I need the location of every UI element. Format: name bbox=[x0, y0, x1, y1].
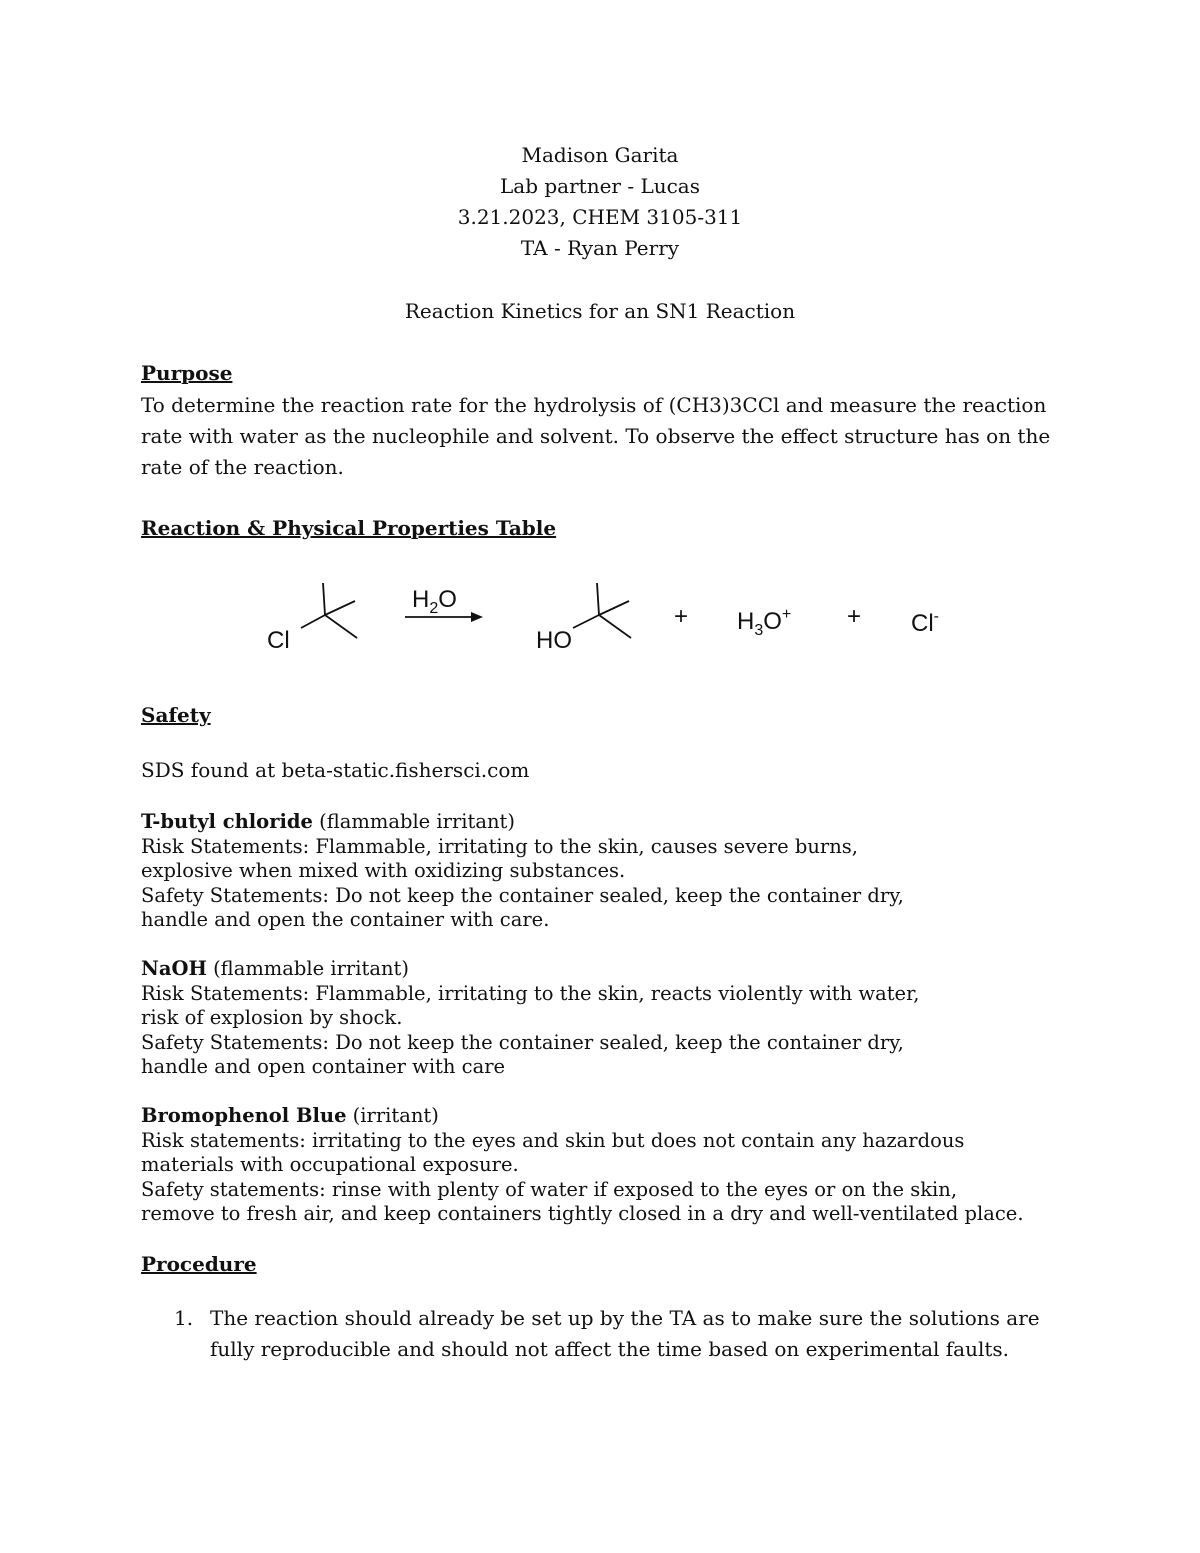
plus-sign-2: + bbox=[847, 603, 862, 630]
bromophenol-title: Bromophenol Blue (irritant) bbox=[141, 1104, 439, 1127]
reactant-cl-label: Cl bbox=[267, 627, 290, 654]
tbutyl-risk: Risk Statements: Flammable, irritating to the skin, causes severe burns, explosive when mixed with oxidizing substances. bbox=[141, 834, 858, 882]
naoh-safety: Safety Statements: Do not keep the container sealed, keep the container dry, handle and open container with care bbox=[141, 1030, 904, 1078]
reagent-water: $H_2O$ bbox=[412, 586, 457, 617]
bromophenol-entry bbox=[141, 1104, 1071, 1227]
reaction-scheme bbox=[255, 575, 975, 675]
date-course: 3.21.2023, CHEM 3105-311 bbox=[457, 205, 743, 229]
hydronium-ion: $H_3O^+$ bbox=[737, 606, 792, 639]
procedure-item-text: The reaction should already be set up by the TA as to make sure the solutions are fully reproducible and should not affect the time based on experimental faults. bbox=[210, 1306, 1040, 1361]
tbutyl-alcohol-structure bbox=[573, 583, 631, 638]
naoh-entry bbox=[141, 957, 1071, 1080]
reaction-heading: Reaction & Physical Properties Table bbox=[141, 516, 557, 540]
purpose-text: To determine the reaction rate for the hydrolysis of (CH3)3CCl and measure the reaction rate with water as the nucleophile and solvent. To observe the effect structure has on the rate of the reaction. bbox=[141, 393, 1051, 479]
plus-sign-1: + bbox=[674, 603, 689, 630]
product-ho-label: HO bbox=[536, 627, 572, 654]
tbutyl-chloride-title: T-butyl chloride (flammable irritant) bbox=[141, 810, 516, 833]
chloride-ion: Cl- bbox=[911, 608, 939, 637]
author-name: Madison Garita bbox=[521, 143, 679, 167]
procedure-item-number: 1. bbox=[174, 1306, 194, 1330]
tbutyl-safety: Safety Statements: Do not keep the container sealed, keep the container dry, handle and open the container with care. bbox=[141, 883, 904, 931]
safety-heading: Safety bbox=[141, 703, 211, 727]
tbutyl-chloride-structure bbox=[301, 583, 357, 638]
reaction-arrow bbox=[405, 612, 483, 622]
tbutyl-chloride-entry bbox=[141, 810, 1071, 933]
procedure-heading: Procedure bbox=[141, 1252, 257, 1276]
report-title: Reaction Kinetics for an SN1 Reaction bbox=[404, 299, 796, 323]
naoh-risk: Risk Statements: Flammable, irritating to the skin, reacts violently with water, risk of explosion by shock. bbox=[141, 981, 920, 1029]
teaching-assistant: TA - Ryan Perry bbox=[520, 236, 680, 260]
lab-partner: Lab partner - Lucas bbox=[500, 174, 700, 198]
purpose-heading: Purpose bbox=[141, 361, 233, 385]
bromophenol-safety: Safety statements: rinse with plenty of water if exposed to the eyes or on the skin, remove to fresh air, and keep containers tightly closed in a dry and well-ventilated place. bbox=[141, 1177, 1024, 1225]
sds-source: SDS found at beta-static.fishersci.com bbox=[141, 758, 530, 782]
bromophenol-risk: Risk statements: irritating to the eyes and skin but does not contain any hazardous materials with occupational exposure. bbox=[141, 1128, 965, 1176]
naoh-title: NaOH (flammable irritant) bbox=[141, 957, 409, 980]
